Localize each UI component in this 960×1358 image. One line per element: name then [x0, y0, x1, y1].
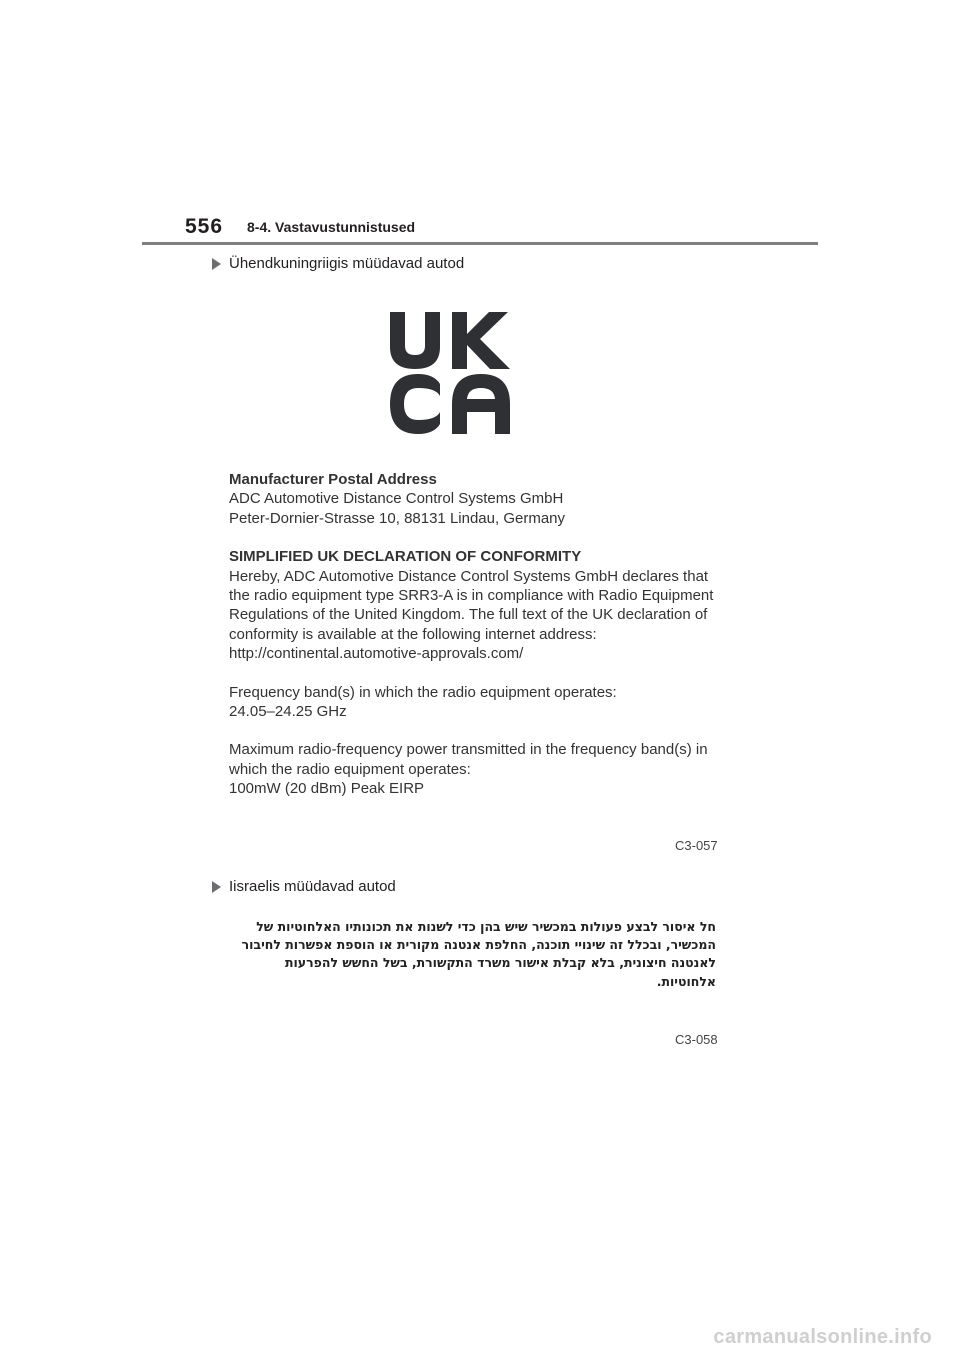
hebrew-line: אלחוטיות. — [656, 973, 716, 989]
chapter-title: 8-4. Vastavustunnistused — [247, 219, 416, 235]
ukca-mark-text-bottom — [388, 308, 389, 309]
declaration-line: which the radio equipment operates: — [229, 760, 471, 778]
declaration-line: Hereby, ADC Automotive Distance Control Systems GmbH declares that — [229, 567, 709, 585]
page-number: 556 — [185, 215, 224, 238]
figure-code-israel: C3-058 — [675, 1032, 718, 1047]
declaration-line: SIMPLIFIED UK DECLARATION OF CONFORMITY — [229, 548, 582, 566]
uk-declaration-text — [229, 470, 749, 799]
declaration-line: Maximum radio-frequency power transmitted in the frequency band(s) in — [229, 741, 708, 759]
header-rule — [142, 242, 818, 245]
section-heading-text: Ühendkuningriigis müüdavad autod — [229, 255, 465, 272]
declaration-line: Frequency band(s) in which the radio equipment operates: — [229, 683, 617, 701]
paragraph-gap — [229, 528, 749, 547]
hebrew-line: חל איסור לבצע פעולות במכשיר שיש בהן כדי לשנות את תכונותיו האלחוטיות של — [256, 919, 716, 934]
declaration-line: http://continental.automotive-approvals.com/ — [229, 645, 524, 663]
declaration-line: Manufacturer Postal Address — [229, 471, 437, 488]
section-heading-israel — [212, 878, 396, 895]
paragraph-gap — [229, 721, 749, 740]
paragraph-gap — [229, 664, 749, 683]
ukca-mark — [388, 308, 514, 436]
declaration-line: 24.05–24.25 GHz — [229, 703, 347, 721]
declaration-line: Regulations of the United Kingdom. The full text of the UK declaration of — [229, 606, 708, 624]
declaration-line: 100mW (20 dBm) Peak EIRP — [229, 780, 425, 798]
section-heading-text: Iisraelis müüdavad autod — [229, 878, 396, 895]
section-heading-uk — [212, 255, 464, 272]
declaration-line: conformity is available at the following internet address: — [229, 625, 597, 643]
declaration-line: the radio equipment type SRR3-A is in compliance with Radio Equipment — [229, 587, 714, 605]
declaration-line: ADC Automotive Distance Control Systems GmbH — [229, 490, 564, 508]
triangle-right-icon — [212, 258, 221, 270]
israel-notice-text — [236, 918, 716, 991]
declaration-line: Peter-Dornier-Strasse 10, 88131 Lindau, Germany — [229, 509, 566, 527]
ukca-logo-icon — [388, 308, 514, 436]
triangle-right-icon — [212, 881, 221, 893]
watermark: carmanualsonline.info — [713, 1326, 932, 1348]
figure-code-uk: C3-057 — [675, 838, 718, 853]
hebrew-line: לאנטנה חיצונית, בלא קבלת אישור משרד התקשורת, בשל החשש להפרעות — [284, 955, 716, 971]
hebrew-line: המכשיר, ובכלל זה שינויי תוכנה, החלפת אנטנה מקורית או הוספת אפשרות לחיבור — [241, 937, 716, 953]
